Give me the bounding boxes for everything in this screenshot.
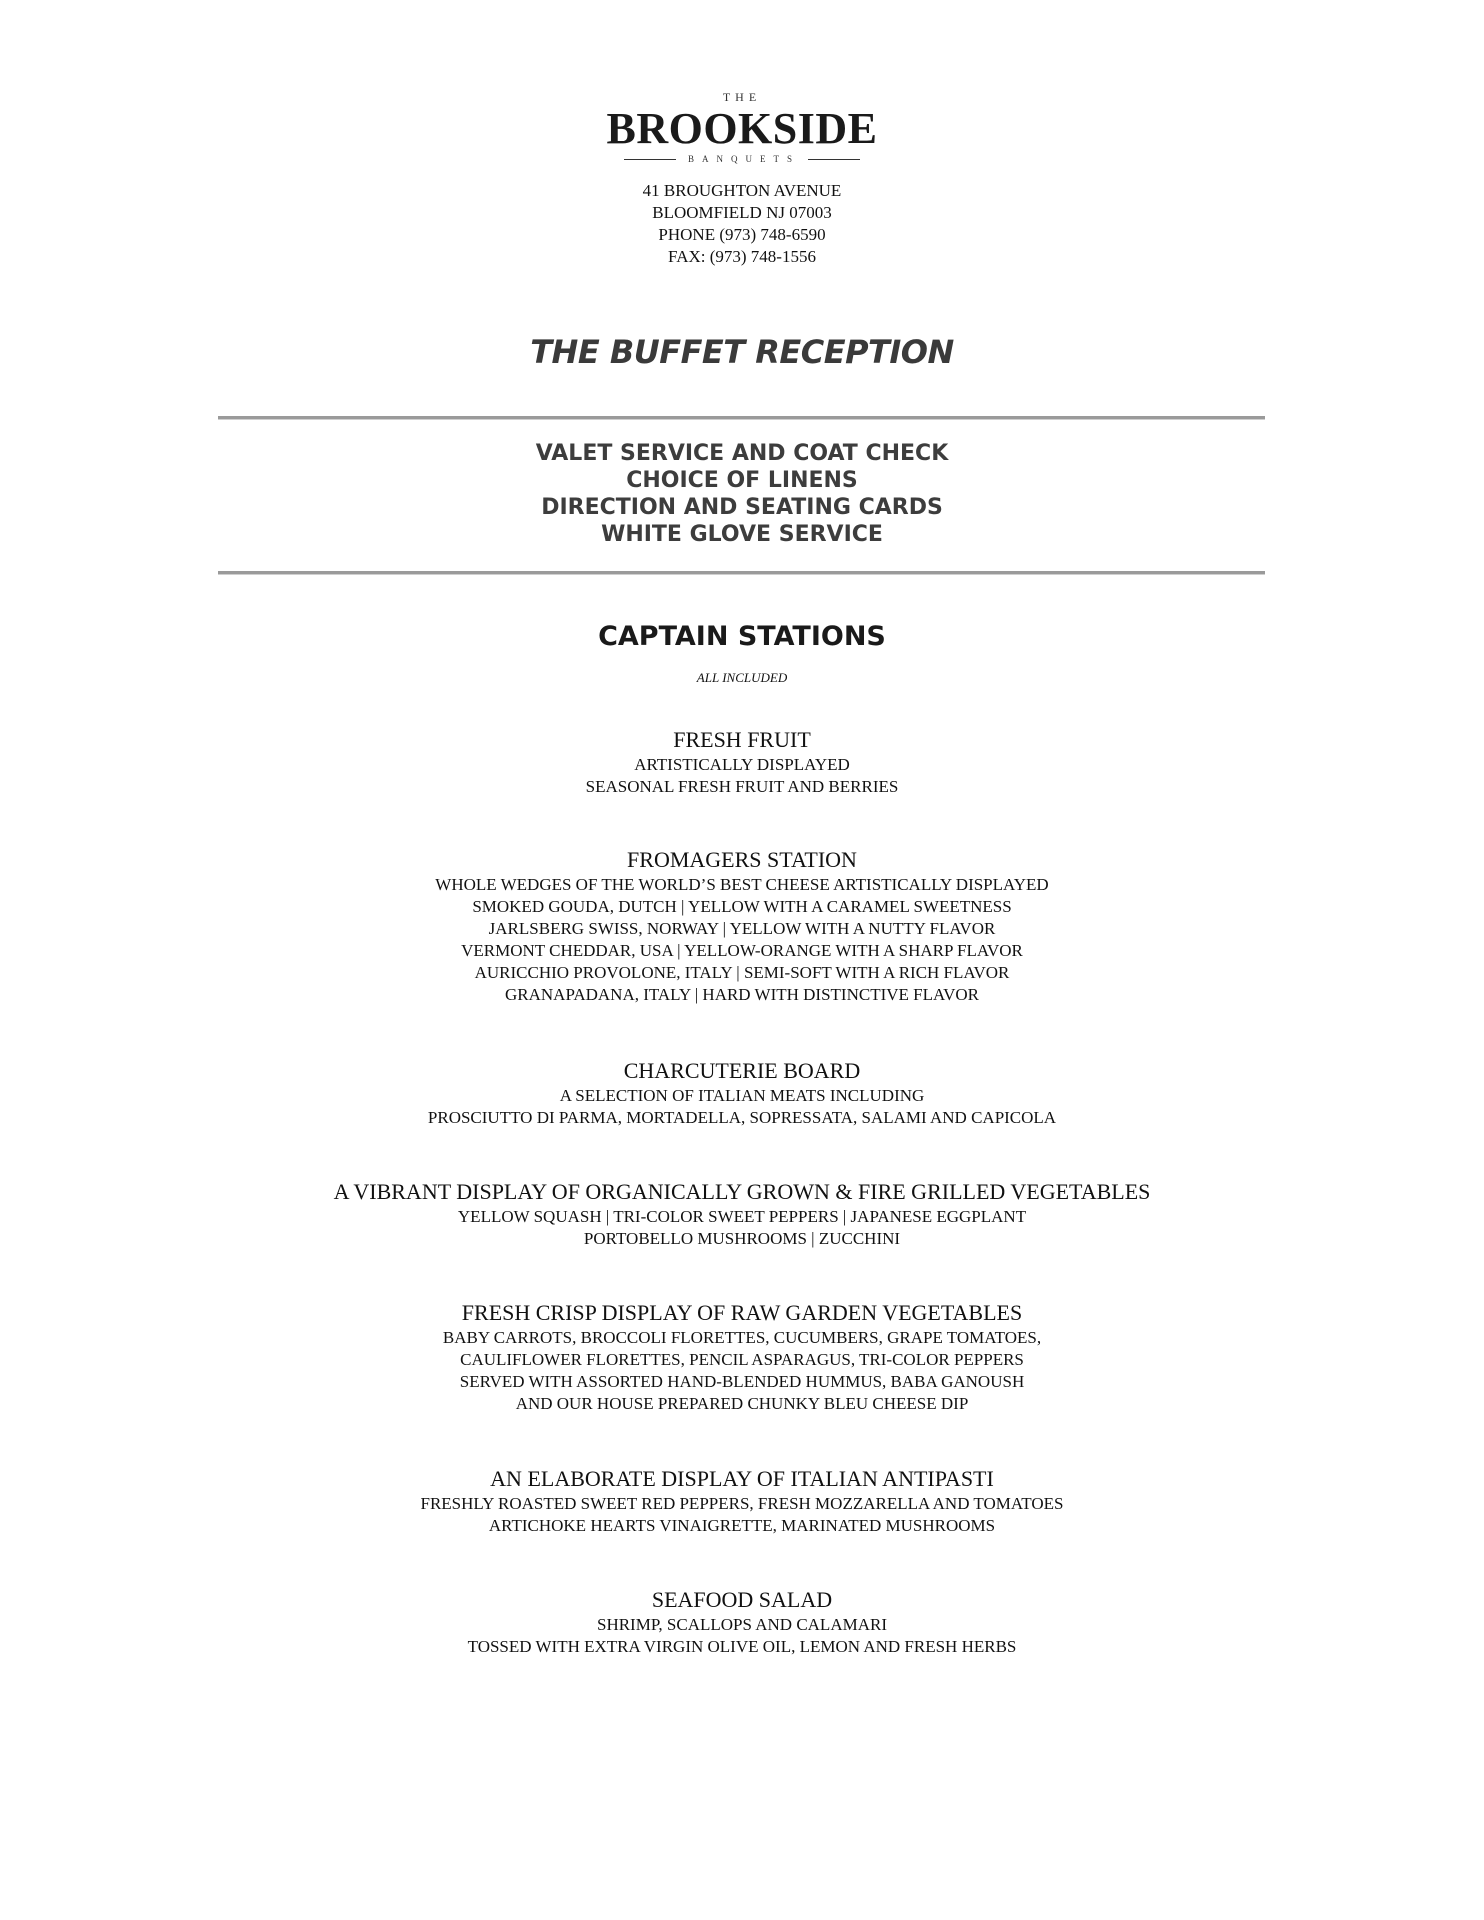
section-charcuterie-board — [0, 1057, 1484, 1129]
section-line: AND OUR HOUSE PREPARED CHUNKY BLEU CHEESE DIP — [515, 1394, 969, 1413]
section-line: FRESHLY ROASTED SWEET RED PEPPERS, FRESH MOZZARELLA AND TOMATOES — [420, 1494, 1064, 1513]
section-line: SMOKED GOUDA, DUTCH | YELLOW WITH A CARAMEL SWEETNESS — [472, 897, 1012, 916]
logo-name-text: BROOKSIDE — [606, 104, 878, 153]
captain-stations-heading: CAPTAIN STATIONS — [598, 621, 886, 652]
logo-sub-text: BANQUETS — [687, 154, 800, 164]
section-heading: CHARCUTERIE BOARD — [623, 1058, 861, 1083]
services-block — [0, 440, 1484, 548]
address-block — [0, 180, 1484, 268]
service-item: CHOICE OF LINENS — [626, 468, 858, 493]
section-grilled-vegetables — [0, 1178, 1484, 1250]
section-line: PROSCIUTTO DI PARMA, MORTADELLA, SOPRESSATA, SALAMI AND CAPICOLA — [427, 1108, 1057, 1127]
divider-bottom — [218, 571, 1265, 575]
service-item: DIRECTION AND SEATING CARDS — [541, 495, 943, 520]
section-line: ARTICHOKE HEARTS VINAIGRETTE, MARINATED MUSHROOMS — [488, 1516, 996, 1535]
section-italian-antipasti — [0, 1465, 1484, 1537]
section-line: WHOLE WEDGES OF THE WORLD’S BEST CHEESE ARTISTICALLY DISPLAYED — [435, 875, 1049, 894]
section-line: SERVED WITH ASSORTED HAND-BLENDED HUMMUS, BABA GANOUSH — [459, 1372, 1025, 1391]
section-heading: A VIBRANT DISPLAY OF ORGANICALLY GROWN & FIRE GRILLED VEGETABLES — [333, 1179, 1151, 1204]
address-line: BLOOMFIELD NJ 07003 — [652, 203, 832, 222]
logo-rule-left — [624, 159, 676, 160]
brookside-logo — [0, 90, 1484, 166]
section-line: JARLSBERG SWISS, NORWAY | YELLOW WITH A NUTTY FLAVOR — [488, 919, 996, 938]
section-line: CAULIFLOWER FLORETTES, PENCIL ASPARAGUS, TRI-COLOR PEPPERS — [460, 1350, 1024, 1369]
section-heading: FROMAGERS STATION — [627, 847, 857, 872]
section-line: BABY CARROTS, BROCCOLI FLORETTES, CUCUMBERS, GRAPE TOMATOES, — [442, 1328, 1042, 1347]
section-heading: AN ELABORATE DISPLAY OF ITALIAN ANTIPASTI — [490, 1466, 994, 1491]
page-title: THE BUFFET RECEPTION — [530, 333, 954, 371]
section-line: ARTISTICALLY DISPLAYED — [634, 755, 850, 774]
all-included-note: ALL INCLUDED — [696, 670, 788, 685]
section-heading: FRESH CRISP DISPLAY OF RAW GARDEN VEGETABLES — [461, 1300, 1023, 1325]
address-line: PHONE (973) 748-6590 — [658, 225, 826, 244]
address-line: 41 BROUGHTON AVENUE — [642, 181, 842, 200]
section-line: PORTOBELLO MUSHROOMS | ZUCCHINI — [583, 1229, 901, 1248]
logo-the-text: THE — [722, 90, 762, 104]
section-heading: SEAFOOD SALAD — [651, 1587, 833, 1612]
logo-rule-right — [808, 159, 860, 160]
section-line: AURICCHIO PROVOLONE, ITALY | SEMI-SOFT WITH A RICH FLAVOR — [474, 963, 1010, 982]
section-line: SHRIMP, SCALLOPS AND CALAMARI — [596, 1615, 887, 1634]
section-seafood-salad — [0, 1586, 1484, 1658]
section-raw-garden-vegetables — [0, 1299, 1484, 1415]
section-fresh-fruit — [0, 726, 1484, 798]
section-line: SEASONAL FRESH FRUIT AND BERRIES — [585, 777, 899, 796]
section-line: YELLOW SQUASH | TRI-COLOR SWEET PEPPERS | JAPANESE EGGPLANT — [457, 1207, 1027, 1226]
service-item: VALET SERVICE AND COAT CHECK — [535, 441, 949, 466]
section-line: A SELECTION OF ITALIAN MEATS INCLUDING — [559, 1086, 925, 1105]
section-heading: FRESH FRUIT — [673, 727, 811, 752]
section-line: GRANAPADANA, ITALY | HARD WITH DISTINCTIVE FLAVOR — [505, 985, 979, 1004]
section-line: TOSSED WITH EXTRA VIRGIN OLIVE OIL, LEMON AND FRESH HERBS — [467, 1637, 1017, 1656]
address-line: FAX: (973) 748-1556 — [668, 247, 816, 266]
logo-sub-row — [0, 152, 1484, 166]
divider-top — [218, 416, 1265, 420]
service-item: WHITE GLOVE SERVICE — [601, 522, 883, 547]
section-line: VERMONT CHEDDAR, USA | YELLOW-ORANGE WITH A SHARP FLAVOR — [461, 941, 1023, 960]
section-fromagers-station — [0, 846, 1484, 1006]
